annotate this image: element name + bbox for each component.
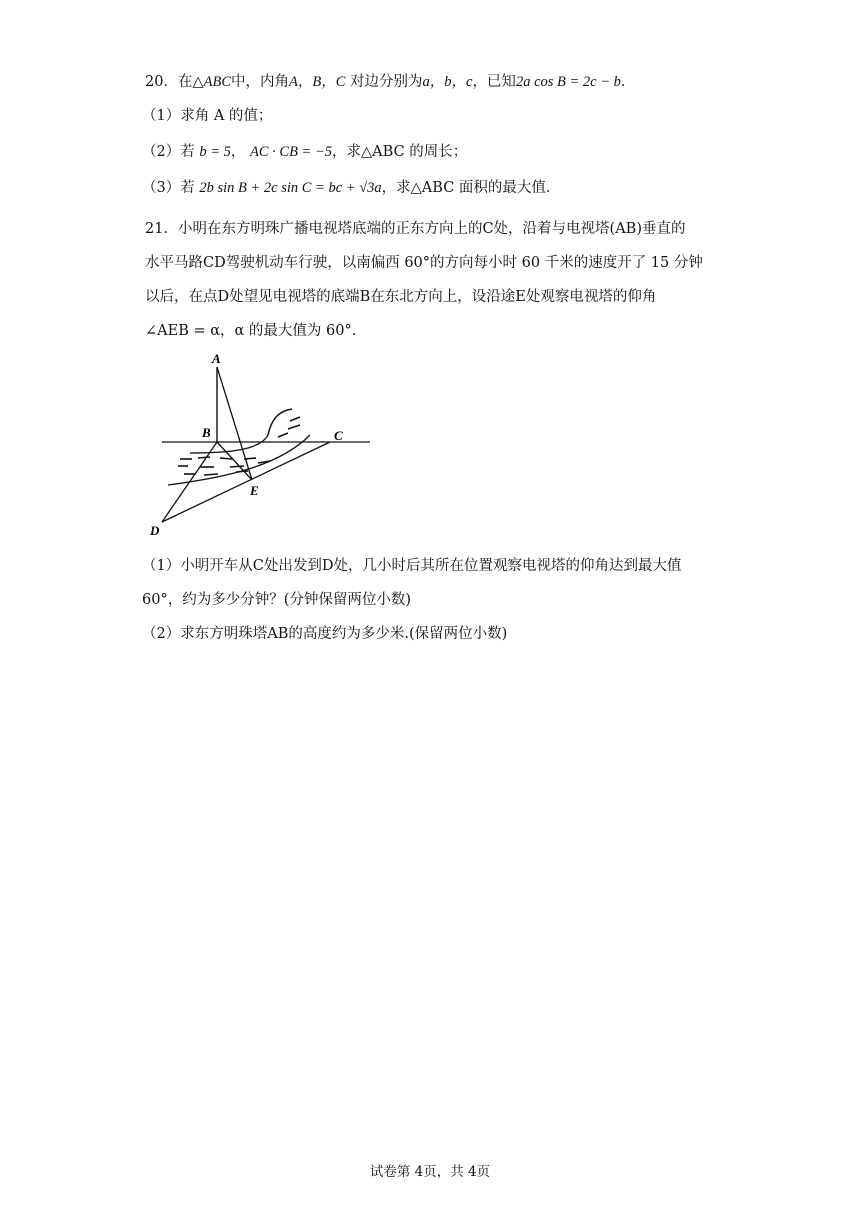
q21-part1-line2: 60°，约为多少分钟？(分钟保留两位小数) <box>142 592 412 608</box>
segment-ae <box>217 367 252 480</box>
q20-part3: （3）若 2b sin B + 2c sin C = bc + √3a，求△ABC 面积的最大值． <box>142 180 561 196</box>
q21-line3: 以后，在点D处望见电视塔的底端B在东北方向上，设沿途E处观察电视塔的仰角 <box>145 289 657 305</box>
label-b: B <box>202 425 211 440</box>
water-dashes <box>178 417 300 475</box>
label-a: A <box>212 351 221 366</box>
q21-line1: 21．小明在东方明珠广播电视塔底端的正东方向上的C处，沿着与电视塔(AB)垂直的 <box>145 221 686 237</box>
label-d: D <box>150 523 160 538</box>
q20-part2: （2）若 b = 5， AC · CB = −5，求△ABC 的周长； <box>142 144 468 160</box>
q20-stem: 20．在△ABC中，内角A，B，C 对边分别为a，b，c，已知2a cos B = 2c − b． <box>145 74 636 90</box>
label-c: C <box>334 428 343 443</box>
q21-line4: ∠AEB = α，α 的最大值为 60°. <box>145 323 357 339</box>
q21-line2: 水平马路CD驾驶机动车行驶，以南偏西 60°的方向每小时 60 千米的速度开了 15 分钟 <box>145 255 703 271</box>
page-footer: 试卷第 4页，共 4页 <box>369 1164 491 1180</box>
river-curve-top <box>268 409 292 435</box>
tower-road-diagram <box>140 345 380 540</box>
q21-part1-line1: （1）小明开车从C处出发到D处，几小时后其所在位置观察电视塔的仰角达到最大值 <box>142 558 682 574</box>
q20-part1: （1）求角 A 的值； <box>142 108 273 124</box>
q21-part2: （2）求东方明珠塔AB的高度约为多少米.(保留两位小数) <box>142 626 508 642</box>
label-e: E <box>250 483 259 498</box>
